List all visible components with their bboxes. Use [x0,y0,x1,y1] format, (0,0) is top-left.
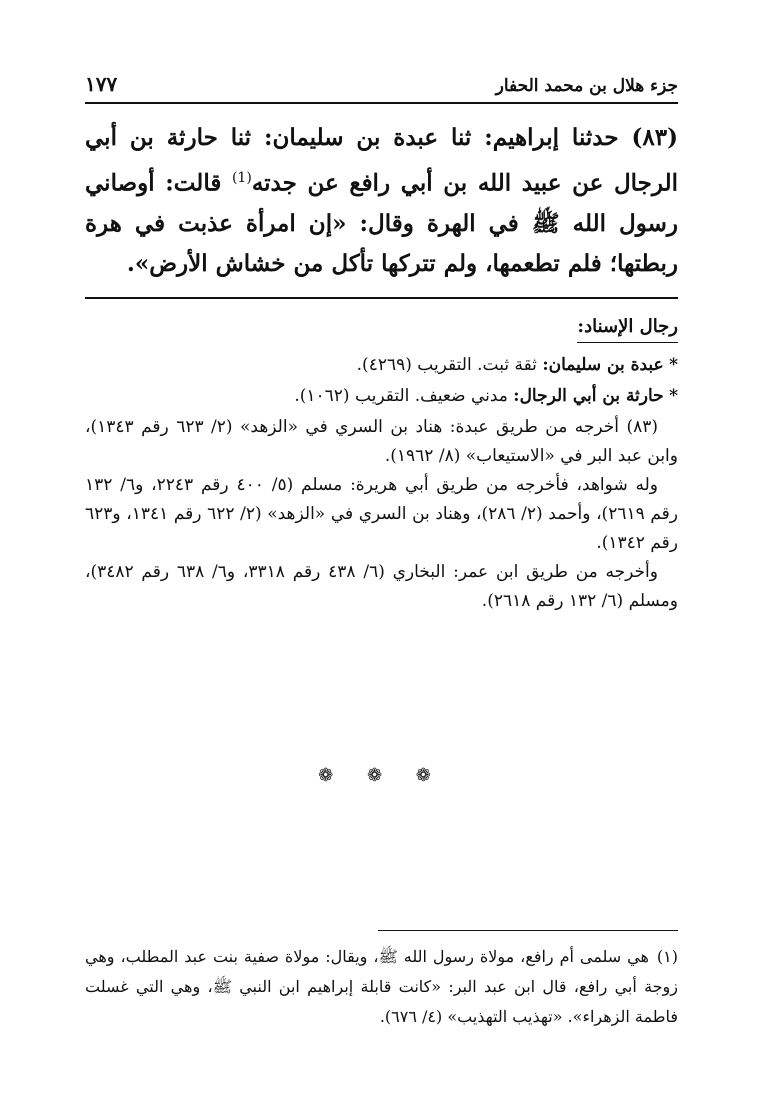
narrator-name: عبدة بن سليمان: [542,355,664,375]
takhrij-paragraph: وله شواهد، فأخرجه من طريق أبي هريرة: مسلم (٥/ ٤٠٠ رقم ٢٢٤٣، و٦/ ١٣٢ رقم ٢٦١٩)، وأحمد (٢/ ٢٨٦)، وهناد بن السري في «الزهد» (٢/ ٦٢٢ رقم ١٣٤١، و٦٢٣ رقم ١٣٤٢). [85,475,678,553]
running-title: جزء هلال بن محمد الحفار [495,76,678,96]
bullet-mark: * [669,386,678,406]
section-rule [85,297,678,299]
footnote-rule [378,930,678,931]
narrator-name: حارثة بن أبي الرجال: [513,386,664,406]
hadith-quote: «إن امرأة عذبت في هرة ربطتها؛ فلم تطعمها، ولم تتركها تأكل من خشاش الأرض». [85,209,678,277]
section-title: رجال الإسناد: [577,312,678,343]
ornament-separator: ❁ ❁ ❁ [318,765,445,786]
hadith-narration: قالت: أوصاني رسول الله ﷺ في الهرة وقال: [85,169,679,237]
narrator-detail: مدني ضعيف. التقريب (١٠٦٢). [294,386,514,406]
narrator-entry [85,351,678,380]
page-number: ١٧٧ [85,72,118,96]
takhrij-paragraph: (٨٣) أخرجه من طريق عبدة: هناد بن السري في «الزهد» (٢/ ٦٢٣ رقم ١٣٤٣)، وابن عبد البر في «الاستيعاب» (٨/ ١٩٦٢). [85,417,678,466]
hadith-text [85,118,678,284]
narrator-entry [85,382,678,411]
hadith-chain: (٨٣) حدثنا إبراهيم: ثنا عبدة بن سليمان: ثنا حارثة بن أبي الرجال عن عبيد الله بن أبي رافع عن جدته [85,124,678,197]
takhrij-paragraph: وأخرجه من طريق ابن عمر: البخاري (٦/ ٤٣٨ رقم ٣٣١٨، و٦/ ٦٣٨ رقم ٣٤٨٢)، ومسلم (٦/ ١٣٢ رقم ٢٦١٨). [85,562,678,611]
footnote-marker: (١) [656,947,678,966]
header-rule [85,102,678,104]
narrator-detail: ثقة ثبت. التقريب (٤٢٦٩). [356,355,543,375]
bullet-mark: * [669,355,678,375]
commentary [85,312,678,616]
page-header [85,70,678,100]
footnote-text: هي سلمى أم رافع، مولاة رسول الله ﷺ، ويقال: مولاة صفية بنت عبد المطلب، وهي زوجة أبي رافع، قال ابن عبد البر: «كانت قابلة إبراهيم ابن النبي ﷺ، وهي التي غسلت فاطمة الزهراء». «تهذيب التهذيب» (٤/ ٦٧٦). [85,947,678,1026]
footnote-reference: (1) [231,170,252,186]
footnote [85,942,678,1032]
